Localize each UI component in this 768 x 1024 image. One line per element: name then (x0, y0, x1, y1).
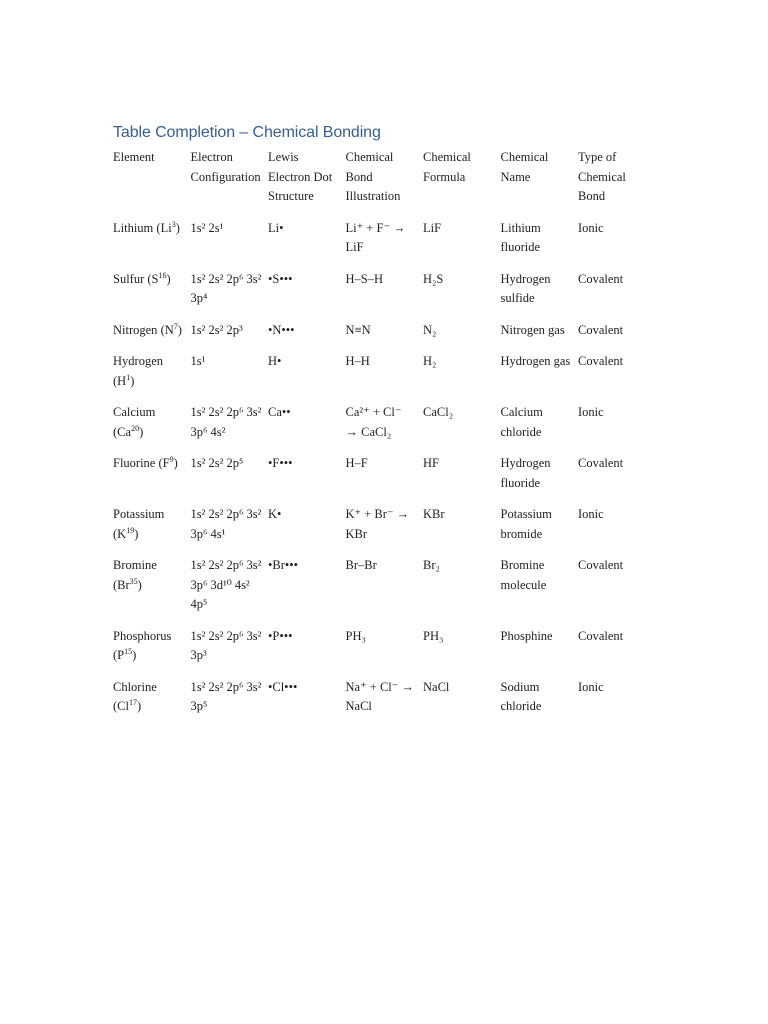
cell-lewis-structure: •Br••• (268, 558, 299, 572)
cell-chemical-name: Hydrogen gas (500, 354, 571, 368)
cell-element: Fluorine $(F^9)$ (113, 454, 178, 470)
header-bond-illustration: Chemical Bond Illustration (345, 150, 401, 203)
cell-chemical-formula: H₂S (423, 271, 444, 286)
cell-chemical-name: Hydrogen sulfide (500, 271, 551, 305)
table-header-row (110, 148, 645, 219)
cell-electron-configuration: 1s² 2s² 2p⁶ 3s² 3p⁵ (190, 679, 262, 713)
header-chemical-formula: Chemical Formula (423, 150, 471, 184)
table-row (110, 403, 645, 454)
cell-element: Sulfur $(S^{16})$ (113, 270, 171, 286)
cell-chemical-name: Bromine molecule (500, 558, 547, 592)
header-element: Element (113, 150, 155, 164)
cell-bond-illustration: H–F (345, 456, 368, 470)
cell-chemical-name: Calcium chloride (500, 405, 543, 439)
cell-bond-illustration: Br–Br (345, 558, 377, 572)
element-name: Sulfur (113, 271, 145, 286)
cell-chemical-formula: NaCl (423, 679, 450, 694)
element-symbol: K (117, 526, 127, 541)
cell-lewis-structure: Ca•• (268, 405, 291, 419)
cell-electron-configuration: 1s² 2s² 2p⁶ 3s² 3p⁶ 4s² (190, 405, 262, 439)
cell-chemical-formula: CaCl₂ (423, 405, 454, 419)
cell-bond-illustration: H–H (345, 354, 370, 368)
element-name: Phosphorus (113, 628, 172, 643)
atomic-number: 7 (173, 321, 178, 331)
cell-bond-type: Covalent (578, 558, 624, 572)
cell-lewis-structure: •Cl••• (268, 679, 298, 694)
cell-bond-illustration: Ca²⁺ + Cl⁻ → CaCl₂ (345, 405, 402, 439)
element-symbol: Ca (117, 424, 132, 439)
table-row (110, 321, 645, 353)
cell-bond-type: Ionic (578, 679, 604, 694)
atomic-number: 19 (126, 525, 135, 535)
cell-element: Phosphorus $(P^{15})$ (113, 628, 172, 662)
element-symbol: Li (160, 220, 172, 235)
cell-chemical-formula: H₂ (423, 354, 437, 368)
element-symbol: F (162, 456, 170, 470)
element-symbol: P (117, 648, 125, 662)
cell-chemical-formula: HF (423, 456, 439, 470)
element-name: Calcium (113, 405, 156, 419)
header-chemical-name: Chemical Name (500, 150, 549, 184)
cell-lewis-structure: •N••• (268, 322, 295, 337)
cell-chemical-formula: LiF (423, 220, 442, 235)
table-row (110, 505, 645, 556)
cell-bond-illustration: Na⁺ + Cl⁻ → NaCl (345, 679, 415, 713)
cell-electron-configuration: 1s² 2s² 2p⁶ 3s² 3p³ (190, 628, 262, 662)
table-row (110, 270, 645, 321)
cell-bond-illustration: H–S–H (345, 271, 384, 286)
cell-element: Bromine (Br$^{35}$) (113, 558, 157, 592)
element-name: Bromine (113, 558, 157, 572)
cell-bond-type: Covalent (578, 456, 624, 470)
element-symbol: Cl (117, 699, 129, 713)
atomic-number: 35 (129, 576, 138, 586)
header-electron-configuration: Electron Configuration (190, 150, 261, 184)
element-symbol: N (164, 322, 174, 337)
cell-bond-type: Covalent (578, 354, 624, 368)
cell-chemical-name: Hydrogen fluoride (500, 456, 551, 490)
table-row (110, 219, 645, 270)
cell-bond-type: Ionic (578, 405, 604, 419)
cell-bond-illustration: PH₃ (345, 628, 366, 643)
header-lewis-structure: Lewis Electron Dot Structure (268, 150, 333, 203)
cell-lewis-structure: •P••• (268, 628, 293, 643)
cell-chemical-formula: KBr (423, 507, 445, 521)
table-row (110, 352, 645, 403)
cell-element: Nitrogen $(N^7)$ (113, 321, 182, 337)
cell-electron-configuration: 1s¹ (190, 354, 206, 368)
cell-bond-illustration: K⁺ + Br⁻ → KBr (345, 507, 410, 541)
atomic-number: 17 (128, 697, 137, 707)
element-name: Nitrogen (113, 322, 158, 337)
table-row (110, 556, 645, 627)
cell-chemical-formula: Br₂ (423, 558, 440, 572)
page-title: Table Completion – Chemical Bonding (113, 124, 381, 141)
cell-chemical-name: Nitrogen gas (500, 322, 565, 337)
table-row (110, 627, 645, 678)
cell-lewis-structure: H• (268, 354, 282, 368)
cell-element: Chlorine (Cl$^{17}$) (113, 679, 157, 713)
cell-lewis-structure: Li• (268, 220, 284, 235)
cell-chemical-name: Lithium fluoride (500, 220, 541, 254)
element-symbol: Br (117, 577, 130, 592)
cell-chemical-formula: N₂ (423, 322, 437, 337)
atomic-number: 3 (171, 219, 176, 229)
atomic-number: 16 (158, 270, 167, 280)
cell-element: Potassium $(K^{19})$ (113, 507, 165, 541)
element-name: Chlorine (113, 679, 157, 694)
atomic-number: 20 (131, 423, 140, 433)
cell-lewis-structure: •F••• (268, 456, 293, 470)
cell-element: Calcium (Ca$^{20}$) (113, 405, 156, 439)
cell-lewis-structure: •S••• (268, 271, 293, 286)
cell-lewis-structure: K• (268, 507, 282, 521)
cell-electron-configuration: 1s² 2s² 2p⁶ 3s² 3p⁶ 4s¹ (190, 507, 262, 541)
cell-electron-configuration: 1s² 2s² 2p⁶ 3s² 3p⁶ 3d¹⁰ 4s² 4p⁵ (190, 558, 262, 611)
header-bond-type: Type of Chemical Bond (578, 150, 626, 203)
cell-electron-configuration: 1s² 2s² 2p⁵ (190, 456, 244, 470)
cell-bond-type: Ionic (578, 507, 604, 521)
cell-bond-type: Covalent (578, 628, 624, 643)
cell-electron-configuration: 1s² 2s¹ (190, 220, 224, 235)
table-row (110, 678, 645, 729)
cell-element: Hydrogen $(H^1)$ (113, 354, 163, 388)
element-symbol: S (151, 271, 159, 286)
cell-electron-configuration: 1s² 2s² 2p³ (190, 322, 243, 337)
atomic-number: 1 (126, 372, 131, 382)
cell-bond-illustration: Li⁺ + F⁻ → LiF (345, 220, 406, 254)
cell-bond-type: Covalent (578, 322, 624, 337)
cell-chemical-name: Phosphine (500, 628, 553, 643)
cell-chemical-name: Sodium chloride (500, 679, 542, 713)
element-name: Lithium (113, 220, 154, 235)
cell-bond-type: Ionic (578, 220, 604, 235)
element-symbol: H (117, 373, 127, 388)
table-row (110, 454, 645, 505)
cell-chemical-formula: PH₃ (423, 628, 444, 643)
cell-bond-type: Covalent (578, 271, 624, 286)
cell-chemical-name: Potassium bromide (500, 507, 552, 541)
cell-electron-configuration: 1s² 2s² 2p⁶ 3s² 3p⁴ (190, 271, 262, 305)
atomic-number: 15 (124, 646, 133, 656)
element-name: Potassium (113, 507, 165, 521)
element-name: Fluorine (113, 456, 156, 470)
cell-bond-illustration: N≡N (345, 322, 371, 337)
element-name: Hydrogen (113, 354, 163, 368)
chemical-bonding-table (110, 148, 645, 729)
atomic-number: 9 (169, 454, 174, 464)
cell-element: Lithium (Li$^3$) (113, 219, 180, 235)
